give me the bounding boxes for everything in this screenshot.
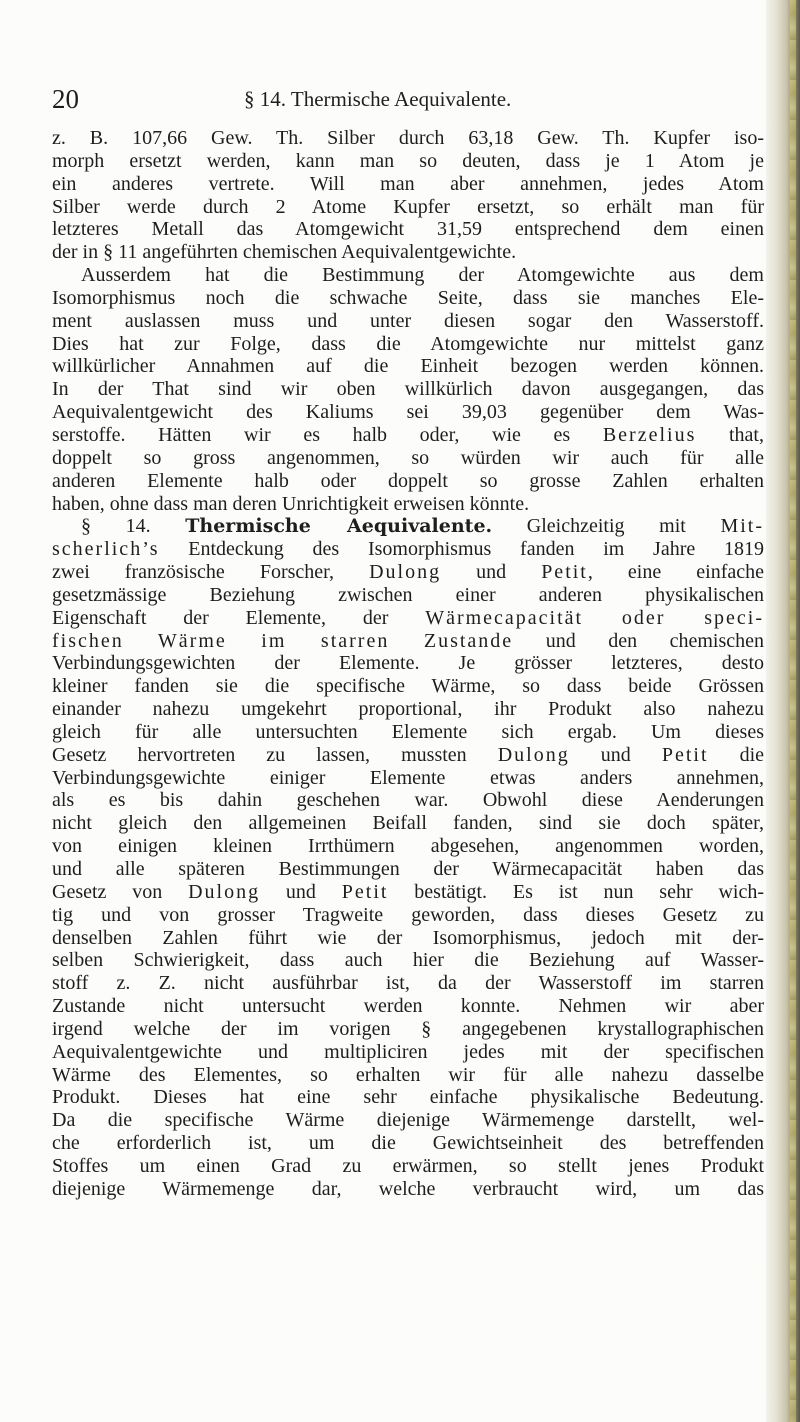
text-line	[52, 196, 764, 219]
text-run: Gesetz von	[52, 880, 189, 903]
text-run: gesetzmässige Beziehung zwischen einer anderen physikalischen	[52, 583, 764, 606]
text-run: einander nahezu umgekehrt proportional, ihr Produkt also nahezu	[52, 698, 764, 721]
text-run: ein anderes vertrete. Will man aber annehmen, jedes Atom	[52, 172, 764, 195]
text-line	[52, 264, 764, 287]
text-run: und alle späteren Bestimmungen der Wärmecapacität haben das	[52, 858, 764, 880]
text-run: § 14.	[81, 515, 186, 538]
text-line	[52, 1086, 764, 1109]
text-line	[52, 355, 764, 378]
text-line	[52, 927, 764, 950]
text-line	[52, 652, 764, 675]
text-line	[52, 607, 764, 630]
text-line	[52, 538, 764, 561]
text-run: stoff z. Z. nicht ausführbar ist, da der Wasserstoff im starren	[52, 972, 764, 995]
text-line	[52, 333, 764, 356]
text-run: letzteres Metall das Atomgewicht 31,59 entsprechend dem einen	[52, 218, 764, 241]
text-run: Da die specifische Wärme diejenige Wärmemenge darstellt, wel-	[52, 1109, 764, 1132]
spaced-name: Dulong	[369, 561, 442, 584]
text-run: Stoffes um einen Grad zu erwärmen, so stellt jenes Produkt	[52, 1154, 764, 1177]
text-run: Ausserdem hat die Bestimmung der Atomgewichte aus dem	[81, 264, 764, 287]
text-run: als es bis dahin geschehen war. Obwohl diese Aenderungen	[52, 789, 764, 812]
text-run: zwei französische Forscher,	[52, 561, 370, 584]
spaced-name: Petit	[661, 743, 709, 766]
text-line	[52, 721, 764, 744]
text-line	[52, 584, 764, 607]
text-line	[52, 698, 764, 721]
text-line	[52, 287, 764, 310]
text-run: nicht gleich den allgemeinen Beifall fanden, sind sie doch später,	[52, 812, 764, 835]
text-run: , eine einfache	[587, 561, 765, 584]
book-binding-edge	[790, 0, 796, 1422]
text-line	[52, 812, 764, 835]
text-run: Wärme des Elementes, so erhalten wir für alle nahezu dasselbe	[52, 1063, 764, 1086]
text-line	[52, 1109, 764, 1132]
text-run: Eigenschaft der Elemente, der	[52, 606, 426, 629]
text-run: irgend welche der im vorigen § angegebenen krystallographischen	[52, 1017, 764, 1040]
text-run: selben Schwierigkeit, dass auch hier die Beziehung auf Wasser-	[52, 949, 764, 972]
text-run: gleich für alle untersuchten Elemente sich ergab. Um dieses	[52, 720, 764, 743]
spaced-name: fischen Wärme im starren Zustande	[52, 629, 514, 652]
text-line	[52, 995, 764, 1018]
text-run: Aequivalentgewichte und multipliciren jedes mit der specifischen	[52, 1040, 764, 1063]
spaced-name: Berzelius	[602, 423, 697, 446]
text-line	[52, 561, 764, 584]
text-run: Isomorphismus noch die schwache Seite, dass sie manches Ele-	[52, 286, 764, 309]
text-run: serstoffe. Hätten wir es halb oder, wie es	[52, 423, 603, 446]
text-run: der in § 11 angeführten chemischen Aequivalentgewichte.	[52, 241, 517, 264]
text-run: Gleichzeitig mit	[492, 515, 721, 538]
text-run: In der That sind wir oben willkürlich davon ausgegangen, das	[52, 378, 764, 401]
text-line	[52, 493, 764, 516]
text-run: Aequivalentgewicht des Kaliums sei 39,03 gegenüber dem Was-	[52, 401, 764, 424]
text-run: Silber werde durch 2 Atome Kupfer ersetzt, so erhält man für	[52, 195, 764, 218]
text-line	[52, 424, 764, 447]
page-header	[52, 82, 752, 116]
text-run: und	[441, 561, 542, 584]
text-line	[52, 767, 764, 790]
text-line	[52, 675, 764, 698]
spaced-name: Petit	[341, 880, 389, 903]
text-run: che erforderlich ist, um die Gewichtseinheit des betreffenden	[52, 1132, 764, 1155]
text-run: tig und von grosser Tragweite geworden, dass dieses Gesetz zu	[52, 903, 764, 926]
running-head: § 14. Thermische Aequivalente.	[244, 87, 512, 111]
spaced-name: Dulong	[188, 880, 261, 903]
text-line	[52, 835, 764, 858]
text-line	[52, 972, 764, 995]
page-number: 20	[52, 84, 79, 114]
text-run: bestätigt. Es ist nun sehr wich-	[388, 880, 764, 903]
text-run: doppelt so gross angenommen, so würden wir auch für alle	[52, 446, 764, 469]
spaced-name: Dulong	[497, 743, 570, 766]
text-run: haben, ohne dass man deren Unrichtigkeit erweisen könnte.	[52, 492, 530, 515]
text-run: morph ersetzt werden, kann man so deuten, dass je 1 Atom je	[52, 149, 764, 172]
text-line	[52, 1041, 764, 1064]
text-run: Produkt. Dieses hat eine sehr einfache physikalische Bedeutung.	[52, 1086, 764, 1109]
text-line	[52, 1064, 764, 1087]
text-run: denselben Zahlen führt wie der Isomorphismus, jedoch mit der-	[52, 926, 764, 949]
text-line	[52, 401, 764, 424]
text-line	[52, 949, 764, 972]
text-line	[52, 241, 764, 264]
text-run: anderen Elemente halb oder doppelt so grosse Zahlen erhalten	[52, 469, 764, 492]
text-line	[52, 173, 764, 196]
text-line	[52, 310, 764, 333]
text-line	[52, 1155, 764, 1178]
text-line	[52, 789, 764, 812]
text-line	[52, 744, 764, 767]
spaced-name: scherlich’s	[52, 538, 160, 561]
text-line	[52, 858, 764, 881]
text-line	[52, 881, 764, 904]
text-line	[52, 378, 764, 401]
text-run: diejenige Wärmemenge dar, welche verbraucht wird, um das	[52, 1177, 764, 1200]
text-run: ment auslassen muss und unter diesen sogar den Wasserstoff.	[52, 309, 764, 332]
text-run: von einigen kleinen Irrthümern abgesehen, angenommen worden,	[52, 835, 764, 858]
text-line	[52, 218, 764, 241]
text-line	[52, 127, 764, 150]
text-run: Gesetz hervortreten zu lassen, mussten	[52, 743, 498, 766]
text-line	[52, 470, 764, 493]
section-heading: Thermische Aequivalente.	[185, 515, 493, 538]
text-run: und	[569, 743, 662, 766]
text-run: willkürlicher Annahmen auf die Einheit bezogen werden können.	[52, 355, 764, 378]
spaced-name: Mit-	[720, 515, 765, 538]
text-run: Dies hat zur Folge, dass die Atomgewichte nur mittelst ganz	[52, 332, 764, 355]
text-line	[52, 1132, 764, 1155]
text-line	[52, 1178, 764, 1201]
spaced-name: Wärmecapacität oder speci-	[425, 606, 764, 629]
text-line	[52, 630, 764, 653]
text-line	[52, 515, 764, 538]
text-line	[52, 1018, 764, 1041]
text-run: die	[708, 743, 765, 766]
text-line	[52, 150, 764, 173]
text-line	[52, 447, 764, 470]
text-line	[52, 904, 764, 927]
text-run: that,	[696, 423, 764, 446]
text-run: z. B. 107,66 Gew. Th. Silber durch 63,18 Gew. Th. Kupfer iso-	[52, 127, 764, 149]
text-run: kleiner fanden sie die specifische Wärme, so dass beide Grössen	[52, 675, 764, 698]
text-run: Entdeckung des Isomorphismus fanden im Jahre 1819	[159, 538, 764, 561]
text-run: und den chemischen	[513, 629, 765, 652]
body-text	[52, 127, 764, 1201]
text-run: und	[260, 880, 342, 903]
spaced-name: Petit	[541, 561, 588, 584]
text-run: Verbindungsgewichte einiger Elemente etwas anders annehmen,	[52, 766, 764, 789]
text-run: Zustande nicht untersucht werden konnte. Nehmen wir aber	[52, 995, 764, 1018]
text-run: Verbindungsgewichten der Elemente. Je grösser letzteres, desto	[52, 652, 764, 675]
